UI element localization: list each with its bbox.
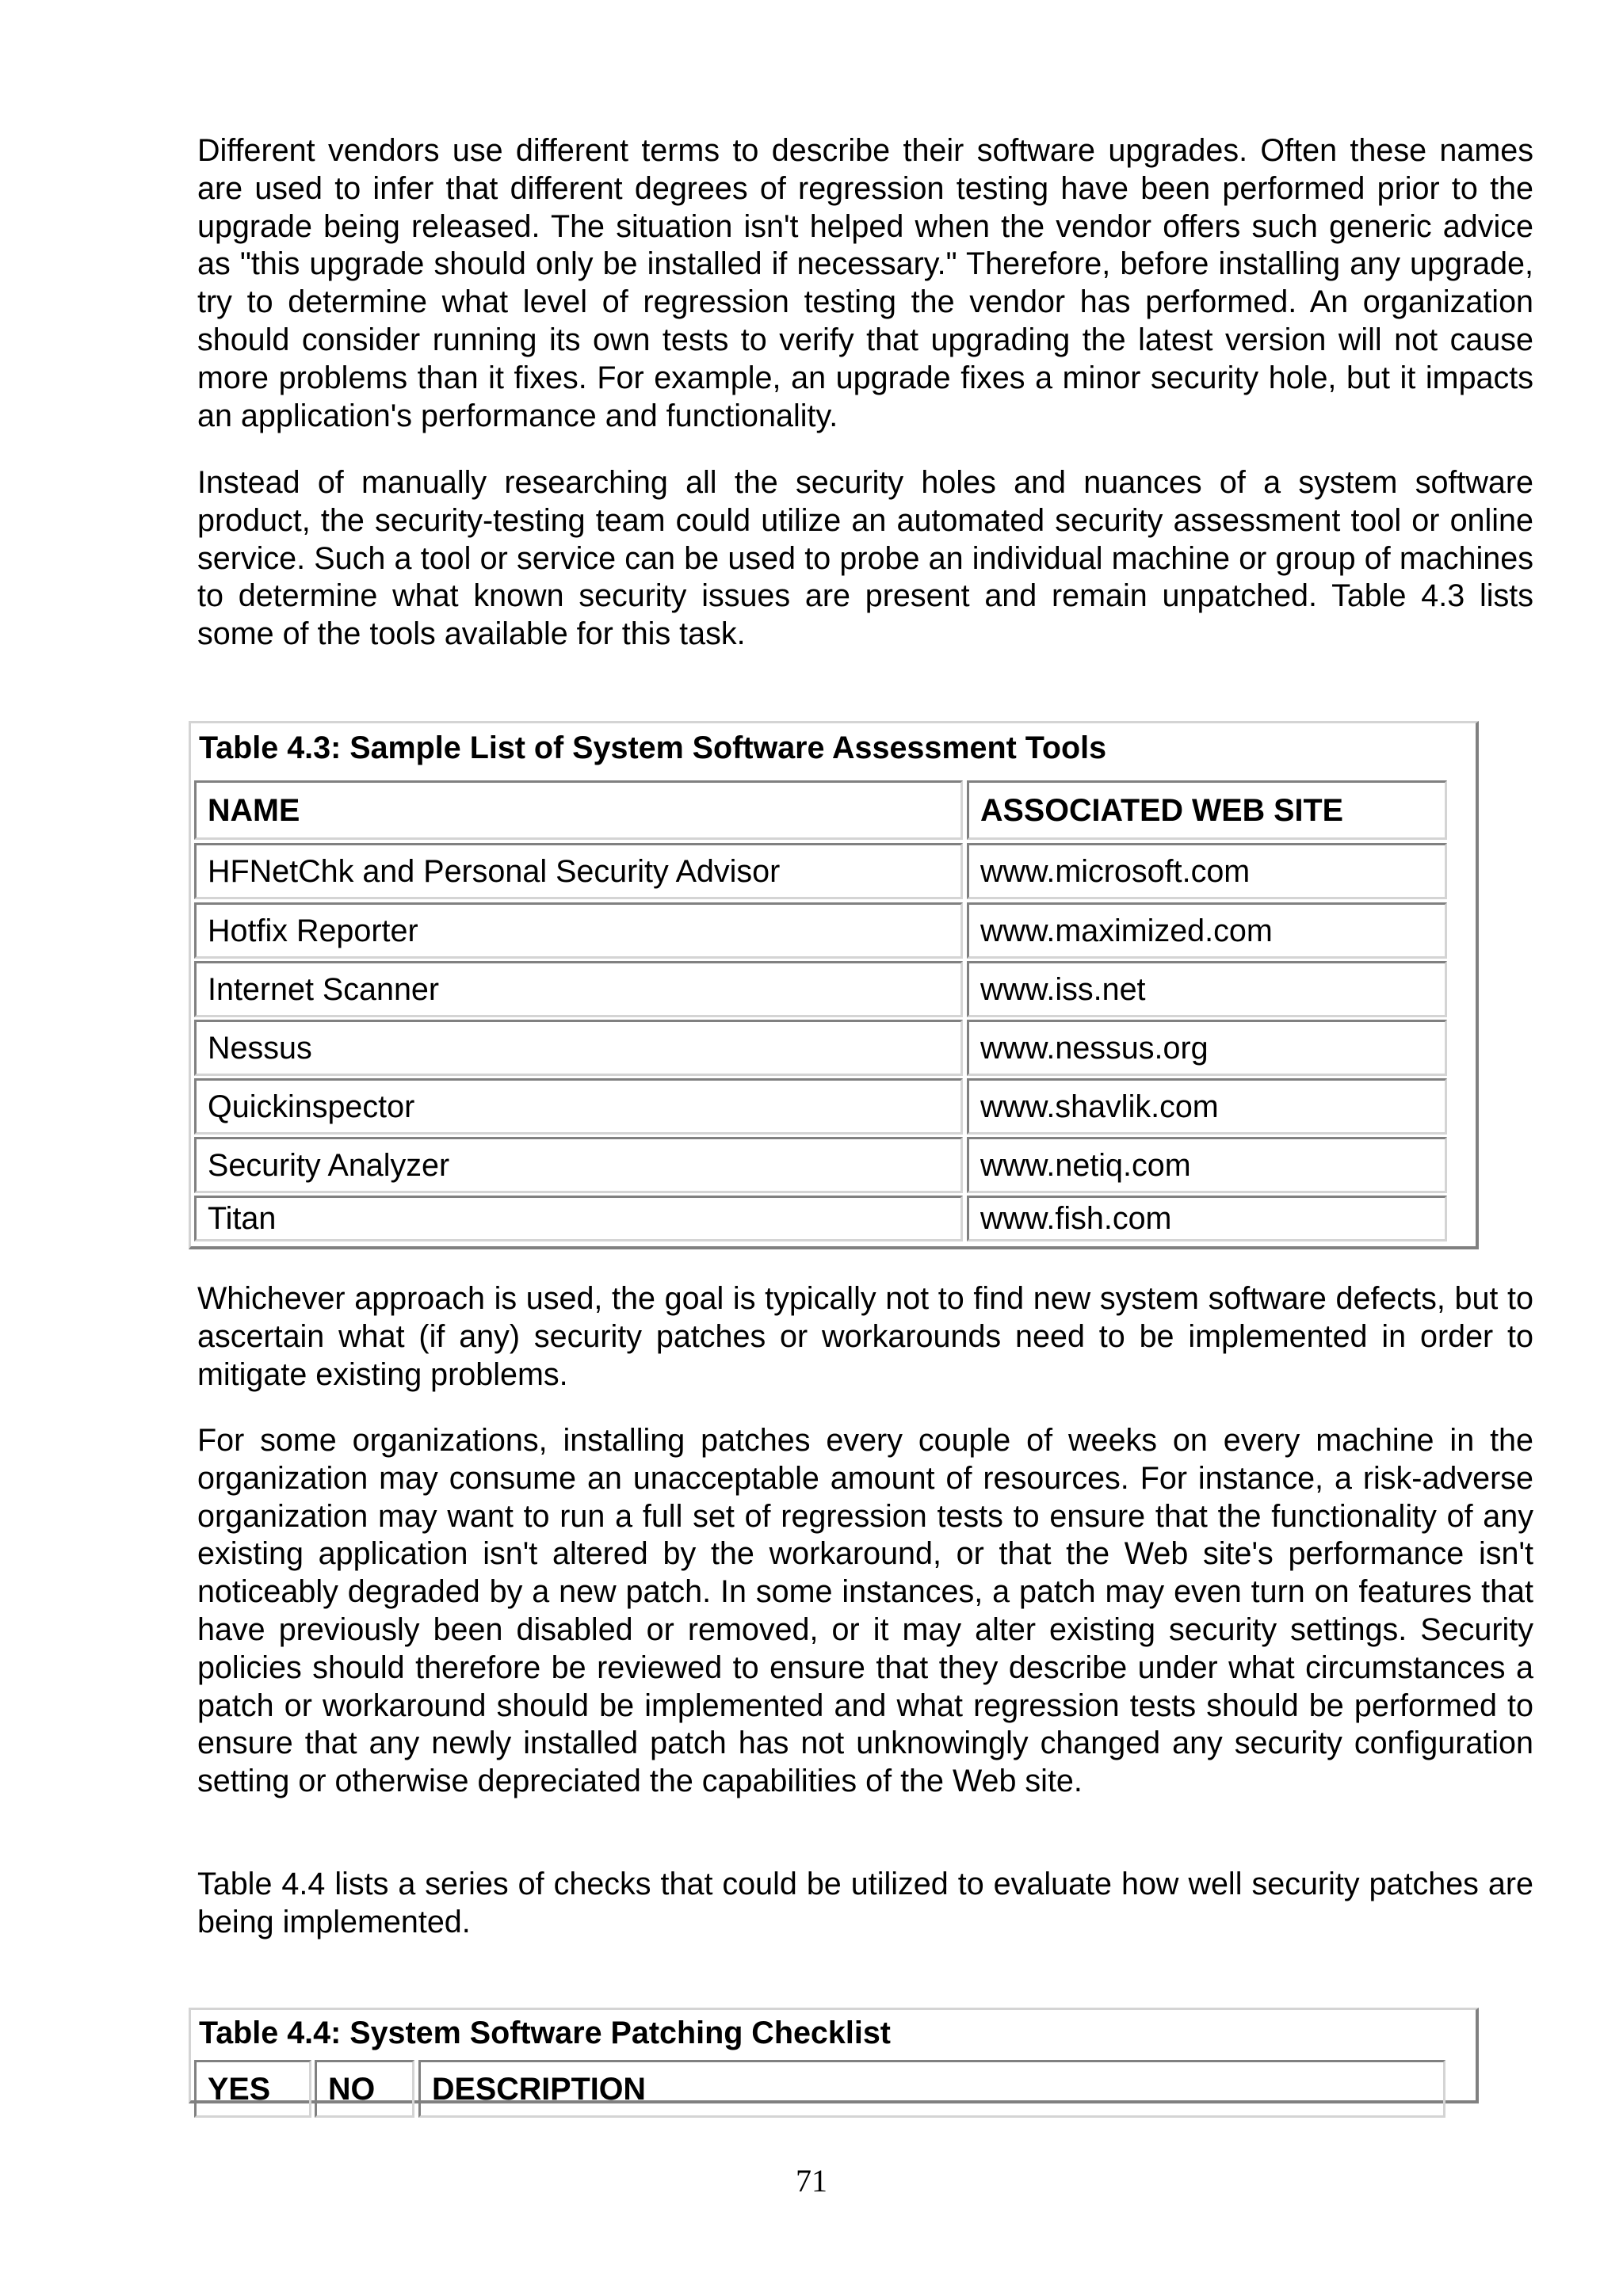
paragraph-goal: Whichever approach is used, the goal is typically not to find new system software defects, but to ascertain what (if any) security patches or workarounds need to be implemented in order to mitigate existing problems. bbox=[197, 1281, 1533, 1392]
table-row-name: Hotfix Reporter bbox=[194, 902, 963, 959]
paragraph-organizations: For some organizations, installing patches every couple of weeks on every machine in the organization may consume an unacceptable amount of resources. For instance, a risk-adverse organization may want to run a full set of regression tests to ensure that the functionality of any existing application isn't altered by the workaround, or that the Web site's performance isn't noticeably degraded by a new patch. In some instances, a patch may even turn on features that have previously been disabled or removed, or it may alter existing security settings. Security policies should therefore be reviewed to ensure that they describe under what circumstances a patch or workaround should be implemented and what regression tests should be performed to ensure that any newly installed patch has not unknowingly changed any security configuration setting or otherwise depreciated the capabilities of the Web site. bbox=[197, 1423, 1533, 1799]
table-row-name: Security Analyzer bbox=[194, 1137, 963, 1193]
table-assessment-tools bbox=[189, 721, 1479, 1249]
page-number: 71 bbox=[796, 2163, 827, 2199]
table-row-name: Quickinspector bbox=[194, 1078, 963, 1135]
table-caption: Table 4.3: Sample List of System Software Assessment Tools bbox=[199, 730, 1107, 765]
table-row-website: www.nessus.org bbox=[967, 1020, 1447, 1076]
table-row-website: www.microsoft.com bbox=[967, 843, 1447, 899]
table-row-name: Internet Scanner bbox=[194, 961, 963, 1017]
table-row-name: Titan bbox=[194, 1196, 963, 1241]
table-row-website: www.fish.com bbox=[967, 1196, 1447, 1241]
paragraph-table-4-4-intro: Table 4.4 lists a series of checks that could be utilized to evaluate how well security patches are being implemented. bbox=[197, 1867, 1533, 1939]
table-row-website: www.iss.net bbox=[967, 961, 1447, 1017]
column-header-yes: YES bbox=[194, 2060, 311, 2118]
paragraph-vendor-upgrades: Different vendors use different terms to describe their software upgrades. Often these names are used to infer that different degrees of regression testing have been performed prior to the upgrade being released. The situation isn't helped when the vendor offers such generic advice as "this upgrade should only be installed if necessary." Therefore, before installing any upgrade, try to determine what level of regression testing the vendor has performed. An organization should consider running its own tests to verify that upgrading the latest version will not cause more problems than it fixes. For example, an upgrade fixes a minor security hole, but it impacts an application's performance and functionality. bbox=[197, 133, 1533, 433]
table-row-name: Nessus bbox=[194, 1020, 963, 1076]
table-row-website: www.maximized.com bbox=[967, 902, 1447, 959]
table-row-website: www.netiq.com bbox=[967, 1137, 1447, 1193]
table-row-website: www.shavlik.com bbox=[967, 1078, 1447, 1135]
table-patching-checklist bbox=[189, 2008, 1479, 2107]
table-caption: Table 4.4: System Software Patching Checklist bbox=[199, 2016, 891, 2050]
paragraph-automated-tools: Instead of manually researching all the security holes and nuances of a system software product, the security-testing team could utilize an automated security assessment tool or online service. Such a tool or service can be used to probe an individual machine or group of machines to determine what known security issues are present and remain unpatched. Table 4.3 lists some of the tools available for this task. bbox=[197, 465, 1533, 652]
table-row-name: HFNetChk and Personal Security Advisor bbox=[194, 843, 963, 899]
column-header-no: NO bbox=[315, 2060, 414, 2118]
column-header-name: NAME bbox=[194, 780, 963, 840]
column-header-description: DESCRIPTION bbox=[418, 2060, 1445, 2118]
column-header-website: ASSOCIATED WEB SITE bbox=[967, 780, 1447, 840]
